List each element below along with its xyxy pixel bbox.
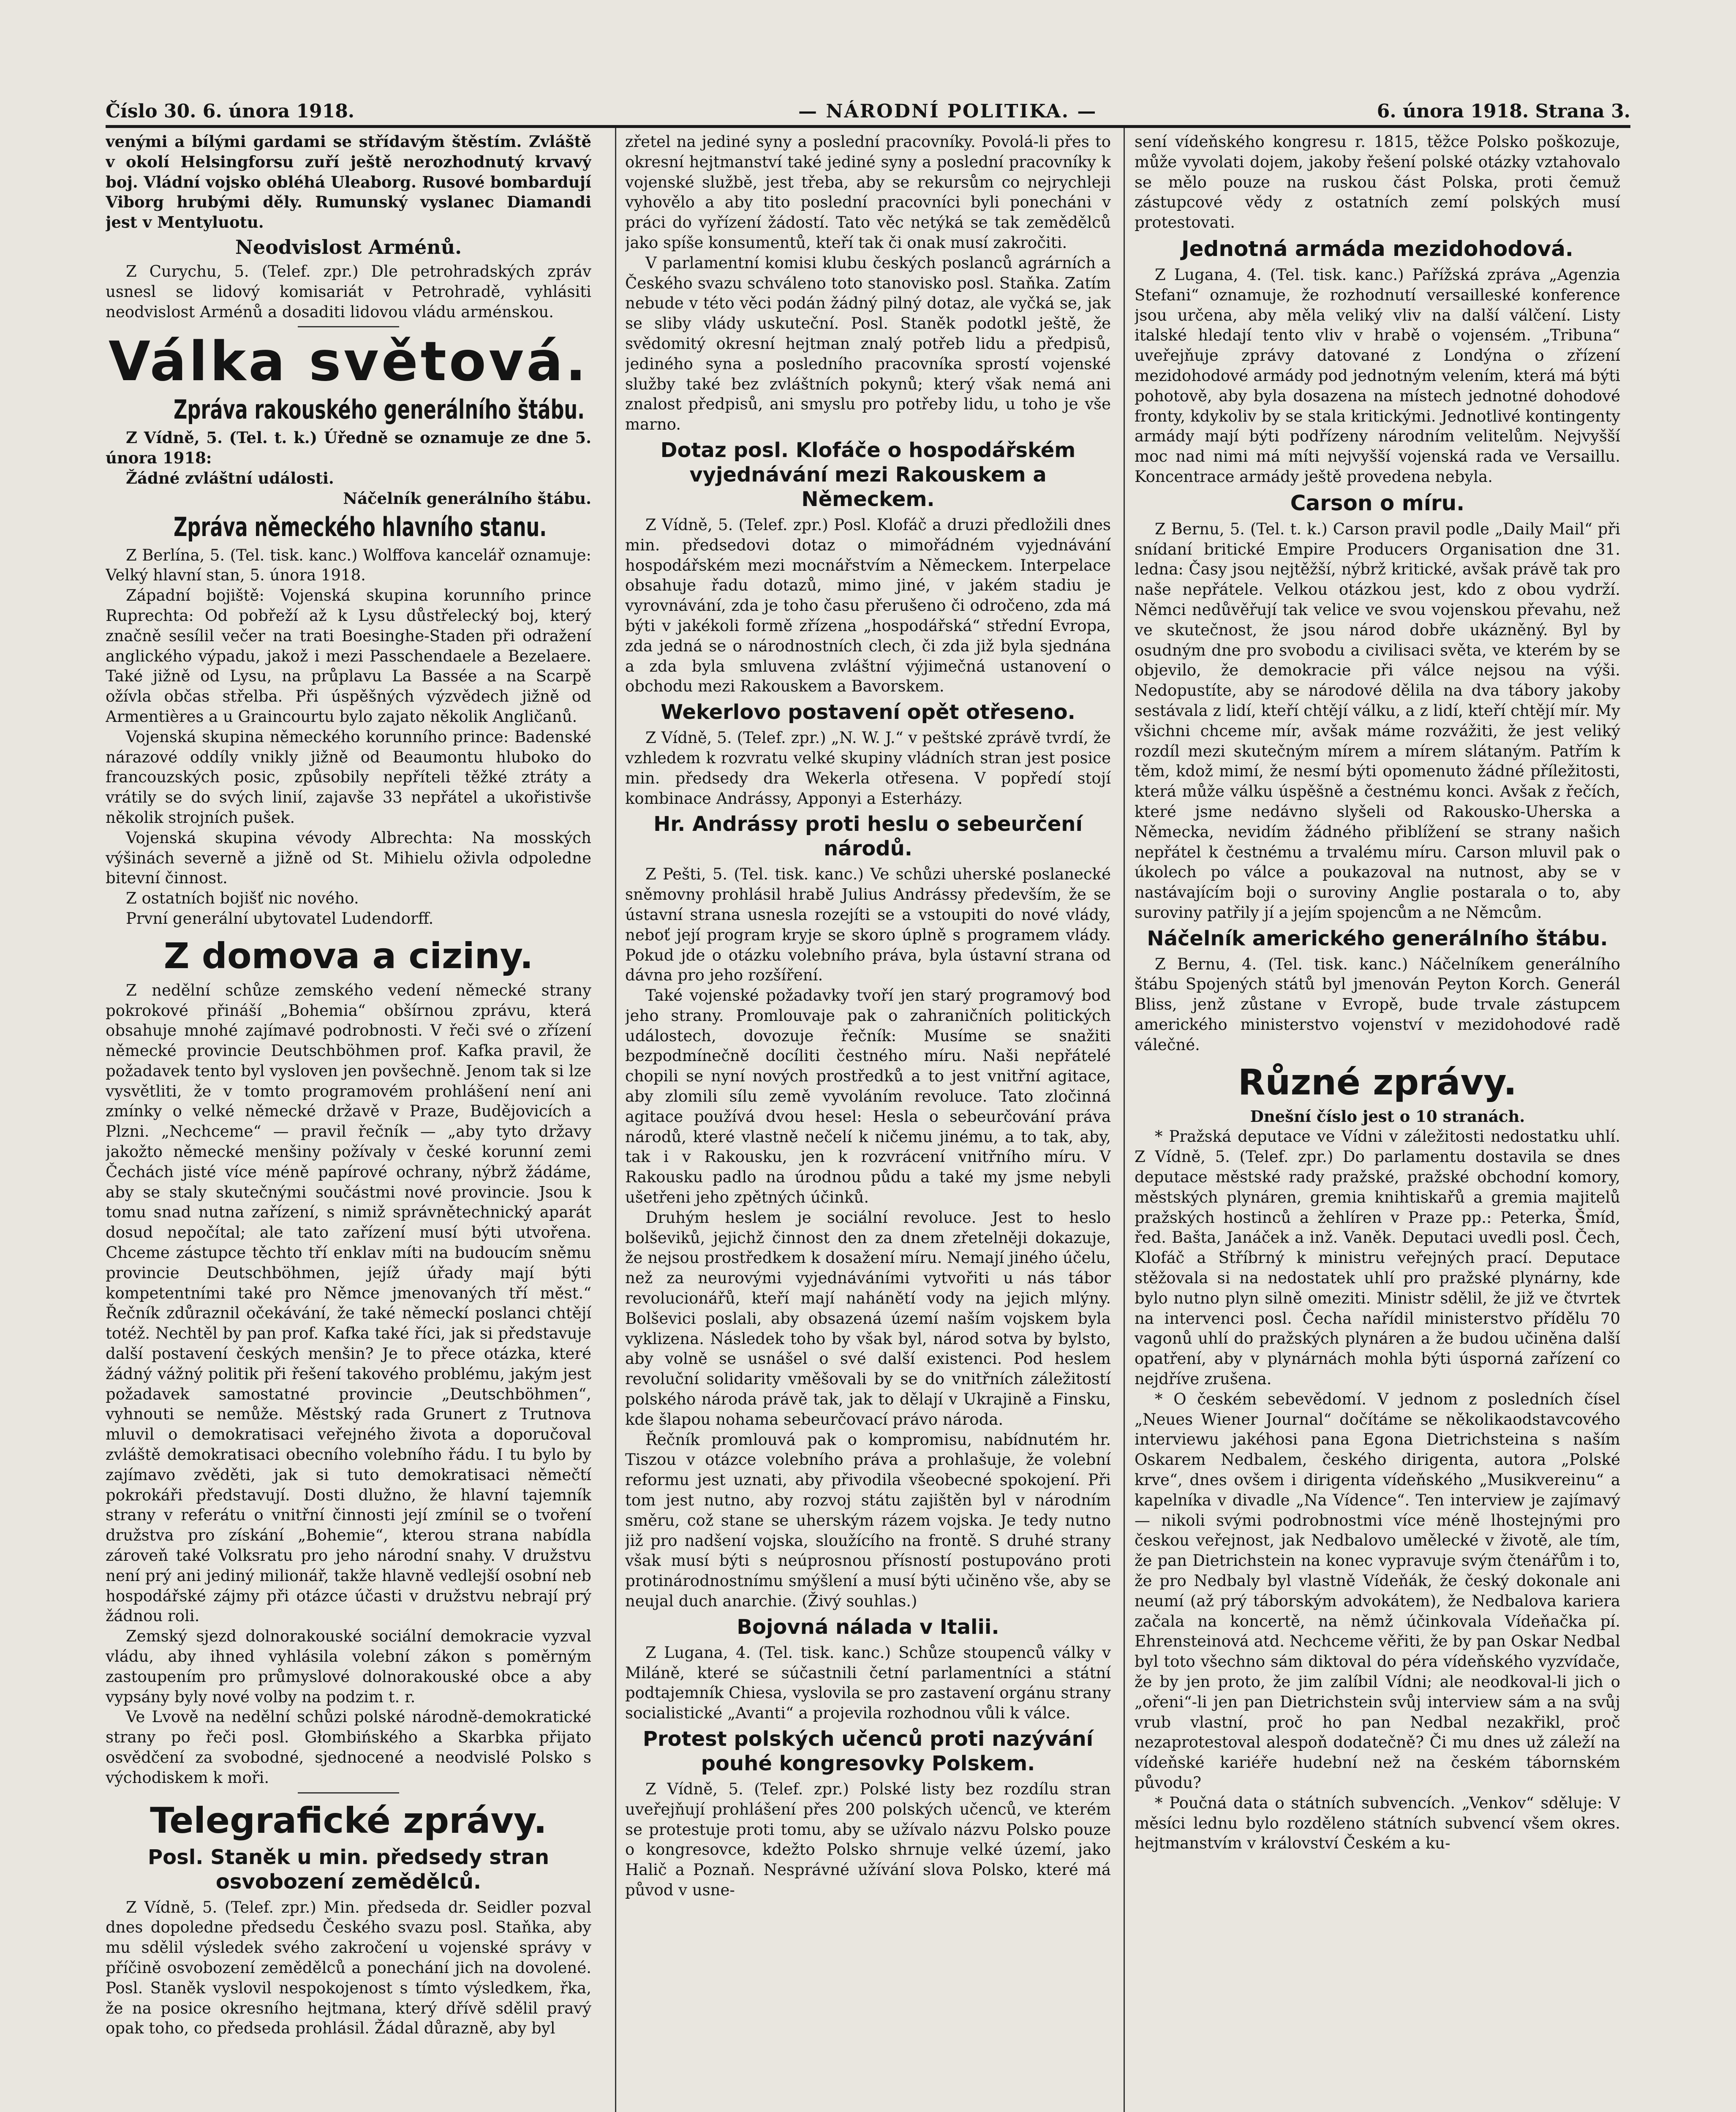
headline-wekerle: Wekerlovo postavení opět otřeseno. (661, 700, 1075, 724)
masthead-title: — NÁRODNÍ POLITIKA. — (798, 101, 1097, 122)
article-text: Z Lugana, 4. (Tel. tisk. kanc.) Schůze stoupenců války v Miláně, které se súčastnili četní parlamentníci a státní podtajemník Chiesa, vyslovila se pro zastavení orgánu strany socialistické „Avanti“ a projevila rozhodnou vůli k válce. (625, 1643, 1111, 1723)
article-text: Vojenská skupina německého korunního prince: Badenské nárazové oddíly vnikly jižně od Beaumontu hluboko do francouzských posic, způsobily nepříteli těžké ztráty a vrátily se do svých linií, zajavše 33 nepřátel a ukořistivše několik strojních pušek. (106, 727, 591, 827)
article-text: * Pražská deputace ve Vídni v záležitosti nedostatku uhlí. Z Vídně, 5. (Telef. zpr.) Do parlamentu dostavila se dnes deputace městské rady pražské, pražské obchodní komory, městských plynáren, gremia knihtiskařů a gremia majitelů pražských hostinců a žehlíren v Praze pp.: Peterka, Šmíd, řed. Bašta, Janáček a inž. Vaněk. Deputaci uvedli posl. Čech, Klofáč a Stříbrný k ministru veřejných prací. Deputace stěžovala si na nedostatek uhlí pro pražské plynárny, kde bylo nutno plyn silně omeziti. Ministr sdělil, že již ve čtvrtek na intervenci posl. Čecha nařídil ministerstvo přídělu 70 vagonů uhlí do pražských plynáren a že budou učiněna další opatření, aby v plynárnách mohla býti úsporná zařízení co nejdříve zrušena. (1135, 1127, 1620, 1388)
article-text: Z Vídně, 5. (Telef. zpr.) „N. W. J.“ v peštské zprávě tvrdí, že vzhledem k rozvratu velké skupiny vládních stran jest posice min. předsedy dra Wekerla otřesena. V popředí stojí kombinace Andrássy, Apponyi a Esterházy. (625, 729, 1111, 808)
headline-zprava-nemeckeho-stanu: Zpráva německého hlavního stanu. (173, 511, 547, 542)
article-text: Z Pešti, 5. (Tel. tisk. kanc.) Ve schůzi uherské poslanecké sněmovny prohlásil hrabě Julius Andrássy především, že se ústavní strana usnesla rozejíti se a vstoupiti do nové vlády, neboť její program kryje se skoro úplně s programem vlády. Pokud jde o otázku volebního práva, byla ústavní strana od dávna pro jeho rozšíření. (625, 865, 1111, 985)
headline-protest-polskych-ucencu: Protest polských učenců proti nazývání pouhé kongresovky Polskem. (642, 1727, 1094, 1775)
article-text: Z Curychu, 5. (Telef. zpr.) Dle petrohradských zpráv usnesl se lidový komisariát v Petrohradě, vyhlásiti neodvislost Arménů a dosaditi lidovou vládu arménskou. (106, 262, 591, 321)
article-text: Z Lugana, 4. (Tel. tisk. kanc.) Pařížská zpráva „Agenzia Stefani“ oznamuje, že rozhodnutí versailleské konference jsou určena, aby měla veliký vliv na další válčení. Listy italské hledají tento vliv v hrabě o vojensém. „Tribuna“ uveřejňuje zprávy datované z Londýna o zřízení mezidohodové armády pod jednotným velením, která má býti pohotově, aby byla dosazena na místech jednotné dohodové fronty, kdykoliv by se stala kritickými. Jednotlivé kontingenty armády mají býti podřízeny národním velitelům. Nejvyšší moc nad nimi má míti nejvyšší vojenská rada ve Versaillu. Koncentrace armády ještě provedena nebyla. (1135, 265, 1620, 486)
headline-ruzne-zpravy: Různé zprávy. (1238, 1061, 1517, 1103)
header-rule (106, 125, 1630, 128)
article-text: První generální ubytovatel Ludendorff. (126, 909, 434, 928)
headline-stanek: Posl. Staněk u min. předsedy stran osvobození zemědělců. (147, 1845, 550, 1894)
headline-bojovna-nalada: Bojovná nálada v Italii. (737, 1615, 999, 1639)
headline-andrassy: Hr. Andrássy proti heslu o sebeurčení národů. (653, 812, 1083, 861)
section-divider (298, 326, 399, 327)
headline-z-domova-a-ciziny: Z domova a ciziny. (163, 935, 533, 977)
column-divider-1 (615, 128, 616, 2112)
column-1 (106, 132, 591, 2112)
headline-telegraficke-zpravy: Telegrafické zprávy. (150, 1799, 547, 1841)
headline-dotaz-kloface: Dotaz posl. Klofáče o hospodářském vyjednávání mezi Rakouskem a Německem. (660, 438, 1076, 511)
column-divider-2 (1124, 128, 1125, 2112)
section-divider (298, 1792, 399, 1794)
article-text: Žádné zvláštní události. (126, 468, 334, 487)
article-text: Z Vídně, 5. (Telef. zpr.) Posl. Klofáč a druzi předložili dnes min. předsedovi dotaz o mimořádném vyjednávání hospodářském mezi mocnářstvím a Německem. Interpelace obsahuje řadu dotazů, mimo jiné, v jakém stadiu je vyrovnávání, zda je toho času přerušeno či odročeno, zda má býti v jakékoli formě zřízena „hospodářská“ střední Evropa, zda jedná se o národnostních clech, či zda již byla sjednána a zda byla smluvena zvláštní výjimečná ustanovení o obchodu mezi Rakouskem a Bavorskem. (625, 515, 1111, 696)
article-text: Také vojenské požadavky tvoří jen starý programový bod jeho strany. Promlouvaje pak o zahraničních politických událostech, dovozuje řečník: Musíme se snažiti bezpodmínečně docíliti čestného míru. Naši nepřátelé chopili se nyní nových prostředků a to jest vnitřní agitace, aby zlomili sílu země vyvoláním revoluce. Tato zločinná agitace používá dvou hesel: Hesla o sebeurčování práva národů, které vlastně nečelí k ničemu jinému, a to tak, aby, tak i v Rakousku, jen k rozvrácení vnitřního míru. V Rakousku padlo na úrodnou půdu a také my jsme nebyli ušetřeni jeho zpětných účinků. (625, 986, 1111, 1207)
column-3 (1135, 132, 1620, 2112)
article-text: Z Vídně, 5. (Telef. zpr.) Min. předseda dr. Seidler pozval dnes dopoledne předsedu Českého svazu posl. Staňka, aby mu sdělil výsledek svého zakročení u vojenské správy v příčině osvobození zemědělců a ponechání jich na dovolené. Posl. Staněk vyslovil nespokojenost s tímto výsledkem, řka, že na posice okresního hejtmana, který dřívě sdělil pravý opak toho, co předseda prohlásil. Žádal důrazně, aby byl (106, 1898, 591, 2038)
article-text: Ve Lvově na nedělní schůzi polské národně-demokratické strany po řeči posl. Głombińského a Skarbka přijato osvědčení za svobodné, sjednocené a neodvislé Polsko s východiskem k moři. (106, 1708, 591, 1787)
article-text: Z Vídně, 5. (Telef. zpr.) Polské listy bez rozdílu stran uveřejňují prohlášení přes 200 polských učenců, ve kterém se protestuje proti tomu, aby se užívalo názvu Polsko pouze o kongresovce, kdežto Polsko shrnuje velké území, jako Halič a Poznaň. Nesprávné užívání slova Polsko, které má původ v usne- (625, 1780, 1111, 1899)
page-date-number: 6. února 1918. Strana 3. (1377, 101, 1630, 122)
article-text: * Poučná data o státních subvencích. „Venkov“ sděluje: V měsíci lednu bylo rozděleno státních subvencí všem okres. hejtmanstvím v království Českém a ku- (1135, 1794, 1620, 1853)
article-text: Řečník promlouvá pak o kompromisu, nabídnutém hr. Tiszou v otázce volebního práva a prohlašuje, že volební reformu jest uznati, aby přivodila všeobecné spokojení. Při tom jest nutno, aby rozvoj státu zajištěn byl v národním směru, což stane se uherským rázem vojska. Je tedy nutno již pro nadšení vojska, sloužícího na frontě. S druhé strany však musí býti s neúprosnou přísností postupováno proti protinárodnostnímu smýšlení a musí býti učiněno vše, aby se neujal duch anarchie. (Živý souhlas.) (625, 1430, 1111, 1610)
article-signature: Náčelník generálního štábu. (343, 489, 591, 508)
headline-nacelnik-americkeho-stabu: Náčelník amerického generálního štábu. (1147, 926, 1608, 950)
issue-page-count-note: Dnešní číslo jest o 10 stranách. (1250, 1107, 1525, 1126)
article-text: Druhým heslem je sociální revoluce. Jest to heslo bolševiků, jejichž činnost den za dnem zřetelněji dokazuje, že nejsou prostředkem k dosažení míru. Nemají jiného účelu, než za neurovými vyjednáváními vytvořiti u nás tábor revolucionářů, kteří mají nahánětí vody na jejich mlýny. Bolševici poslali, aby obsazená území naším vojskem byla vyklizena. Následek toho by však byl, národ sotva by bylsto, aby volně se usnášel o své další existenci. Pod heslem revoluční solidarity vměšovali by se do vnitřních záležitostí polského národa právě tak, jak to dělají v Ukrajině a Finsku, kde šlapou nohama sebeurčovací právo národa. (625, 1208, 1111, 1429)
headline-zprava-rakouskeho-stabu: Zpráva rakouského generálního štábu. (173, 394, 585, 425)
article-text: Západní bojiště: Vojenská skupina korunního prince Ruprechta: Od pobřeží až k Lysu důstřelecký boj, který značně sesílil večer na trati Boesinghe-Staden při odražení anglického výpadu, jakož i mezi Passchendaele a Bezelaere. Také jižně od Lysu, na průplavu La Bassée a na Scarpě ožívla občas střelba. Při úspěšných výzvědech jižně od Armentières a u Graincourtu bylo zajato několik Angličanů. (106, 586, 591, 726)
article-text: Z Bernu, 5. (Tel. t. k.) Carson pravil podle „Daily Mail“ při snídaní britické Empire Producers Organisation dne 31. ledna: Časy jsou nejtěžší, nýbrž kritické, avšak právě tak pro naše nepřátele. Velkou otázkou jest, kdo z obou vydrží. Němci nedůvěřují tak velice ve svou vojenskou převahu, než ve skutečnost, že jsou národ dobře ukázněný. Byl by osudným dne pro svobodu a civilisaci světa, ve kterém by se objevilo, že demokracie při válce nejsou na výši. Nedopustíte, aby se národové dělila na dva tábory jakoby sestávala z lidí, kteří chtějí válku, a z lidí, kteří chtějí mír. My všichni chceme mír, avšak máme rozvážiti, že jest veliký rozdíl mezi skutečným mírem a mírem slátaným. Patřím k těm, kdož mimí, že nesmí býti opomenuto žádné příležitosti, která může válku úspěšně a čestnému konci. Avšak z řečích, které jsme nedávno slyšeli od Rakousko-Uherska a Německa, nevidím žádného přiblížení se strany našich nepřátel k čestnému a trvalému míru. Carson mluvil pak o úkolech po válce a poukazoval na nutnost, aby se v nastávajícím boji o suroviny Anglie postarala o to, aby suroviny patřily jí a jejím spojencům a ne Němcům. (1135, 520, 1620, 922)
headline-neodvislost-armenu: Neodvislost Arménů. (235, 235, 462, 259)
headline-valka-svetova: Válka světová. (108, 330, 589, 394)
article-text: Z nedělní schůze zemského vedení německé strany pokrokové přináší „Bohemia“ obšírnou zprávu, která obsahuje mnohé zajímavé podrobnosti. V řeči své o zřízení německé provincie Deutschböhmen prof. Kafka pravil, že požadavek tento byl vysloven jen povšechně. Jenom tak si lze vysvětliti, že v tomto programovém prohlášení není ani zmínky o velké německé državě v Praze, Budějovicích a Plzni. „Nechceme“ — pravil řečník — „aby tyto državy jakožto německé menšiny požívaly v české korunní zemi Čechách jisté více méně papírové ochrany, nýbrž žádáme, aby se staly skutečnými součástmi nové provincie. Jsou k tomu snad nutna zařízení, s nimiž správnětechnický aparát dosud nepočítal; ale tato zařízení musí býti utvořena. Chceme zástupce těchto tří enklav míti na budoucím sněmu provincie Deutschböhmen, jejíž úřady mají býti kompetentními také pro Němce jmenovaných tří měst.“ Řečník zdůraznil očekávání, že také německí poslanci chtějí totéž. Nechtěl by pan prof. Kafka také říci, jak si představuje další postavení českých menšin? Je to přece otázka, které žádný vážný politik při řešení takového problému, jakým jest požadavek samostatné provincie „Deutschböhmen“, vyhnouti se nemůže. Městský rada Grunert z Trutnova mluvil o demokratisaci veřejného života a doporučoval zvláště demokratisaci obecního volebního řádu. I tu bylo by zajímavo zvěděti, jak si tuto demokratisaci němečtí pokrokáři představují. Dosti dlužno, že hlavní tajemník strany v referátu o vnitřní činnosti její zmínil se o tvoření družstva pro získání „Bohemie“, kterou strana nabídla zároveň také Volksratu pro jeho národní snahy. V družstvu není prý ani jediný milionář, takže hlavně vedlejší osobní neb hospodářské zájmy při otázce účasti v družstvu nebrají prý žádnou roli. (106, 981, 591, 1625)
article-text: venými a bílými gardami se střídavým štěstím. Zvláště v okolí Helsingforsu zuří ještě nerozhodnutý krvavý boj. Vládní vojsko obléhá Uleaborg. Rusové bombardují Viborg hrubými děly. Rumunský vyslanec Diamandi jest v Mentyluotu. (106, 132, 591, 232)
article-text: Z Bernu, 4. (Tel. tisk. kanc.) Náčelníkem generálního štábu Spojených států byl jmenován Peyton Korch. Generál Bliss, jenž zůstane v Evropě, bude trvale zástupcem amerického ministerstvo vojenství v mezidohodové radě válečné. (1135, 955, 1620, 1054)
article-text: sení vídeňského kongresu r. 1815, těžce Polsko poškozuje, může vyvolati dojem, jakoby řešení polské otázky vztahovalo se mělo pouze na ruskou část Polska, proti čemuž zástupcové vědy z ostatních zemí polských musí protestovati. (1135, 133, 1620, 232)
headline-jednotna-armada: Jednotná armáda mezidohodová. (1181, 236, 1573, 261)
article-text: Vojenská skupina vévody Albrechta: Na mosských výšinách severně a jižně od St. Mihielu oživla odpoledne bitevní činnost. (106, 828, 591, 887)
article-text: Z Vídně, 5. (Tel. t. k.) Úředně se oznamuje ze dne 5. února 1918: (106, 428, 591, 468)
article-text: Z Berlína, 5. (Tel. tisk. kanc.) Wolffova kancelář oznamuje: Velký hlavní stan, 5. února 1918. (106, 546, 591, 585)
article-text: * O českém sebevědomí. V jednom z posledních čísel „Neues Wiener Journal“ dočítáme se několikaodstavcového interviewu jakéhosi pana Egona Dietrichsteina s naším Oskarem Nedbalem, českého dirigenta, autora „Polské krve“, dnes ovšem i dirigenta vídeňského „Musikvereinu“ a kapelníka v divadle „Na Vídence“. Ten interview je zajímavý — nikoli svými podrobnostmi více méně lhostejnými pro českou veřejnost, jak Nedbalovo umělecké v životě, ale tím, že pan Dietrichstein na konec vypravuje svým čtenářům i to, že pro Nedbaly byl vlastně Vídeňák, že český dokonale ani neumí (až prý táborským advokátem), že Nedbalova kariera začala na koncertě, na němž účinkovala Vídeňačka pí. Ehrensteinová atd. Nechceme věřiti, že by pan Oskar Nedbal byl toto všechno sám diktoval do péra vídeňského vyzvídače, že by jen proto, že jim zalíbil Vídni; ale neodkoval-li jich o „ořeni“-li jen pan Dietrichstein svůj interview sám a na svůj vrub vlastní, proč ho pan Nedbal nezakřikl, proč nezaprotestoval alespoň dodatečně? Či mu dnes už záleží na vídeňské kariéře hudební než na českém tábornském původu? (1135, 1390, 1620, 1792)
issue-number: Číslo 30. 6. února 1918. (106, 101, 355, 122)
article-text: zřetel na jediné syny a poslední pracovníky. Povolá-li přes to okresní hejtmanství také jediné syny a poslední pracovníky k vojenské službě, jest třeba, aby se rekursům co nejrychleji vyhovělo a aby tito poslední pracovníci byli ponecháni v práci do vyřízení žádostí. Tato věc netýká se tak zemědělců jako spíše konsumentů, kteří tak či onak musí zakročiti. (625, 133, 1111, 252)
page-header (106, 101, 1630, 122)
headline-carson-o-miru: Carson o míru. (1290, 490, 1465, 515)
article-text: V parlamentní komisi klubu českých poslanců agrárních a Českého svazu schváleno toto stanovisko posl. Staňka. Zatím nebude v této věci podán žádný pilný dotaz, ale vyčká se, jak se sliby vlády uskuteční. Posl. Staněk podotkl ještě, že svědomitý okresní hejtman znalý potřeb lidu a předpisů, jediného syna a posledního pracovníka sprostí vojenské služby také bez zvláštních pokynů; který však nemá ani znalost předpisů, ani smyslu pro potřeby lidu, u toho je vše marno. (625, 253, 1111, 434)
article-text: Z ostatních bojišť nic nového. (126, 889, 359, 908)
article-text: Zemský sjezd dolnorakouské sociální demokracie vyzval vládu, aby ihned vyhlásila volební zákon s poměrným zastoupením pro průmyslové dolnorakouské obce a aby vypsány byly nové volby na podzim t. r. (106, 1627, 591, 1706)
column-2 (625, 132, 1111, 2112)
